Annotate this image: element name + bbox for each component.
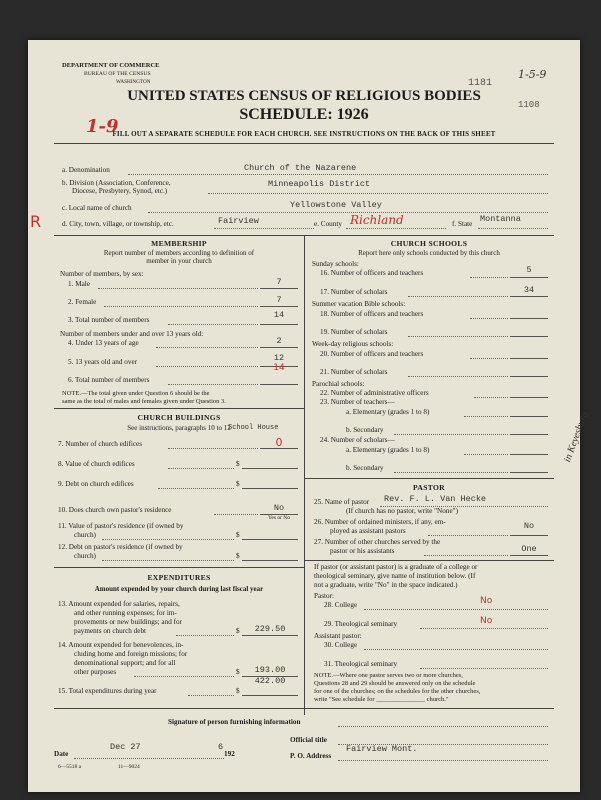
department-label: DEPARTMENT OF COMMERCE — [62, 62, 160, 69]
q19-line — [510, 336, 548, 337]
q27-value: One — [521, 544, 537, 554]
q27-dots — [424, 555, 508, 556]
denomination-value: Church of the Nazarene — [244, 163, 357, 173]
q19-dots — [408, 336, 508, 337]
q13-line — [242, 635, 298, 636]
q26-value: No — [523, 521, 535, 531]
county-line — [346, 228, 446, 229]
q13-label-4: payments on church debt — [74, 627, 147, 635]
q8-label: 8. Value of church edifices — [58, 460, 135, 468]
q19-label: 19. Number of scholars — [320, 328, 388, 336]
state-line — [478, 228, 548, 229]
schools-subtitle: Report here only schools conducted by this church — [358, 249, 500, 257]
q10-dots — [214, 514, 258, 515]
table-bottom-border — [54, 708, 554, 709]
q13-dots — [176, 635, 234, 636]
instruction-line: FILL OUT A SEPARATE SCHEDULE FOR EACH CHURCH. SEE INSTRUCTIONS ON THE BACK OF THIS SHEET — [112, 130, 496, 138]
q17-value: 34 — [523, 285, 535, 295]
q6-label: 6. Total number of members — [68, 376, 150, 384]
q20-line — [510, 358, 548, 359]
county-label: e. County — [314, 220, 342, 228]
q14-label-1: 14. Amount expended for benevolences, in- — [58, 641, 184, 649]
q21-label: 21. Number of scholars — [320, 368, 388, 376]
division-label-1: b. Division (Association, Conference, — [62, 179, 171, 187]
q26-label-2: ployed as assistant pastors — [330, 527, 406, 535]
q3-line — [260, 324, 298, 325]
membership-subtitle-2: member in your church — [146, 257, 212, 265]
q12-dollar: $ — [236, 552, 240, 560]
column-divider — [304, 235, 305, 715]
header-divider — [54, 143, 554, 144]
q3-value: 14 — [273, 310, 285, 320]
expenditures-title: EXPENDITURES — [147, 573, 211, 582]
signature-label: Signature of person furnishing information — [168, 718, 301, 726]
q25-value: Rev. F. L. Van Hecke — [384, 494, 487, 504]
q4-value: 2 — [276, 336, 282, 346]
q9-dots — [158, 488, 234, 489]
pastor-note-1: NOTE.—Where one pastor serves two or more churches, — [314, 672, 463, 679]
handwritten-top-note: 1-5-9 — [518, 68, 547, 81]
q17-dots — [408, 296, 508, 297]
city-label: d. City, town, village, or township, etc. — [62, 220, 174, 228]
membership-title: MEMBERSHIP — [151, 239, 207, 248]
q13-value: 229.50 — [254, 624, 286, 634]
q12-label-2: church) — [74, 552, 96, 560]
division-label-2: Diocese, Presbytery, Synod, etc.) — [72, 187, 168, 195]
q13-label-3: provements or new buildings; and for — [74, 618, 182, 626]
q5-label: 5. 13 years old and over — [68, 358, 138, 366]
q10-yes-no: Yes or No — [267, 515, 291, 521]
graduate-note-2: theological seminary, give name of institution below. (If — [314, 572, 476, 580]
q23a-dots — [464, 416, 508, 417]
q23a-label: a. Elementary (grades 1 to 8) — [346, 408, 430, 416]
q26-line — [510, 535, 548, 536]
buildings-divider — [54, 567, 304, 568]
q16-value: 5 — [526, 265, 532, 275]
q16-line — [510, 277, 548, 278]
schedule-title: SCHEDULE: 1926 — [239, 106, 369, 123]
q11-line — [242, 539, 298, 540]
q8-dollar: $ — [236, 460, 240, 468]
q6-line — [260, 384, 298, 385]
q28-line — [364, 609, 548, 610]
q7-label: 7. Number of church edifices — [58, 440, 143, 448]
stamp-number-2: 1108 — [518, 100, 540, 110]
city-line — [214, 228, 314, 229]
membership-subtitle-1: Report number of members according to definition of — [103, 249, 255, 257]
q4-dots — [156, 347, 258, 348]
form-title: UNITED STATES CENSUS OF RELIGIOUS BODIES — [127, 88, 481, 104]
q2-value: 7 — [276, 295, 282, 305]
po-address-value: Fairview Mont. — [346, 744, 418, 754]
q2-dots — [104, 306, 258, 307]
q3-dots — [168, 324, 258, 325]
q30-line — [364, 649, 548, 650]
q23a-line — [510, 416, 548, 417]
q15-dots — [188, 695, 234, 696]
membership-divider — [54, 408, 304, 409]
q10-value: No — [273, 503, 285, 513]
q1-line — [260, 288, 298, 289]
q8-dots — [168, 468, 234, 469]
q14-label-2: cluding home and foreign missions; for — [74, 650, 188, 658]
by-sex-label: Number of members, by sex: — [60, 270, 144, 278]
expenditures-subtitle: Amount expended by your church during last fiscal year — [94, 585, 264, 593]
q11-label-1: 11. Value of pastor's residence (if owned by — [58, 522, 184, 530]
q12-line — [242, 560, 298, 561]
q22-dots — [474, 397, 508, 398]
q25-label: 25. Name of pastor — [314, 498, 370, 506]
schools-divider — [304, 478, 554, 479]
buildings-handwritten: School House — [228, 424, 279, 432]
q26-label-1: 26. Number of ordained ministers, if any, em- — [314, 518, 446, 526]
q4-label: 4. Under 13 years of age — [68, 339, 139, 347]
q22-line — [510, 397, 548, 398]
summer-label: Summer vacation Bible schools: — [312, 300, 406, 308]
division-line — [208, 193, 548, 194]
q15-label: 15. Total expenditures during year — [58, 687, 157, 695]
q13-dollar: $ — [236, 627, 240, 635]
q16-dots — [470, 277, 508, 278]
po-address-label: P. O. Address — [290, 752, 332, 760]
local-name-value: Yellowstone Valley — [290, 200, 382, 210]
q8-line — [242, 468, 298, 469]
q14-label-3: denominational support; and for all — [74, 659, 176, 667]
q18-label: 18. Number of officers and teachers — [320, 310, 424, 318]
q23b-label: b. Secondary — [346, 426, 384, 434]
q4-line — [260, 347, 298, 348]
age-header: Number of members under and over 13 years old: — [60, 330, 204, 338]
official-title-label: Official title — [290, 736, 327, 744]
q29-label: 29. Theological seminary — [324, 620, 398, 628]
q11-dollar: $ — [236, 531, 240, 539]
graduate-note-3: not a graduate, write "No" in the space indicated.) — [314, 581, 458, 589]
q5-value: 12 — [273, 353, 285, 363]
q23b-line — [510, 434, 548, 435]
q5-dots — [156, 366, 258, 367]
q24b-dots — [394, 472, 508, 473]
q15-value: 422.00 — [254, 676, 286, 686]
q23b-dots — [394, 434, 508, 435]
q1-label: 1. Male — [68, 280, 90, 288]
q1-value: 7 — [276, 277, 282, 287]
q21-dots — [408, 376, 508, 377]
form-number-1: 6—5518 a — [58, 764, 82, 770]
pastor-note-2: Questions 28 and 29 should be answered only on the schedule — [314, 680, 476, 687]
q31-label: 31. Theological seminary — [324, 660, 398, 668]
q10-label: 10. Does church own pastor's residence — [58, 506, 172, 514]
q24b-line — [510, 472, 548, 473]
q6-dots — [168, 384, 258, 385]
pastor-divider — [304, 560, 554, 561]
pastor-note-3: for one of the churches; on the schedules for the other churches, — [314, 688, 481, 695]
q12-dots — [102, 560, 234, 561]
year-prefix: 192 — [224, 750, 235, 758]
handwritten-left-note: 1-9 — [86, 116, 119, 137]
assistant-sub-label: Assistant pastor: — [314, 632, 362, 640]
q14-dots — [134, 676, 234, 677]
q13-label-2: and other running expenses; for im- — [74, 609, 177, 617]
q17-line — [510, 296, 548, 297]
date-label: Date — [54, 750, 69, 758]
q15-dollar: $ — [236, 687, 240, 695]
county-value: Richland — [350, 213, 404, 227]
q7-value: 0 — [275, 436, 283, 449]
pastor-note-4: write "See schedule for _______________ church." — [314, 696, 449, 703]
q2-line — [260, 306, 298, 307]
date-value: Dec 27 — [110, 742, 141, 752]
q18-line — [510, 318, 548, 319]
state-value: Montanna — [480, 214, 521, 224]
sunday-label: Sunday schools: — [312, 260, 359, 268]
q9-line — [242, 488, 298, 489]
q24-label: 24. Number of scholars— — [320, 436, 395, 444]
city-value: Fairview — [218, 216, 259, 226]
q28-label: 28. College — [324, 601, 358, 609]
q24a-line — [510, 454, 548, 455]
census-form-sheet — [28, 40, 591, 792]
membership-note-2: same as the total of males and females given under Question 3. — [62, 398, 226, 405]
margin-handwriting: in Keyesburg — [562, 410, 591, 464]
division-value: Minneapolis District — [268, 179, 371, 189]
q30-label: 30. College — [324, 641, 358, 649]
signature-line — [338, 726, 548, 727]
q20-dots — [470, 358, 508, 359]
q27-label-1: 27. Number of other churches served by the — [314, 538, 441, 546]
q27-line — [510, 555, 548, 556]
form-number-2: 11—9024 — [118, 764, 140, 770]
q14-label-4: other purposes — [74, 668, 117, 676]
q9-label: 9. Debt on church edifices — [58, 480, 134, 488]
local-name-line — [148, 212, 548, 213]
denomination-line — [128, 174, 548, 175]
q24a-dots — [464, 454, 508, 455]
q24a-label: a. Elementary (grades 1 to 8) — [346, 446, 430, 454]
parochial-label: Parochial schools: — [312, 380, 365, 388]
q1-dots — [98, 288, 258, 289]
q20-label: 20. Number of officers and teachers — [320, 350, 424, 358]
q7-dots — [168, 448, 258, 449]
po-address-line — [338, 760, 548, 761]
stamp-number: 1181 — [468, 78, 493, 89]
q24b-label: b. Secondary — [346, 464, 384, 472]
q21-line — [510, 376, 548, 377]
margin-mark: R — [30, 212, 42, 231]
graduate-note-1: If pastor (or assistant pastor) is a graduate of a college or — [314, 563, 478, 571]
q29-value: No — [480, 616, 493, 626]
local-name-label: c. Local name of church — [62, 204, 132, 212]
membership-note-1: NOTE.—The total given under Question 6 should be the — [62, 390, 210, 397]
city-label: WASHINGTON — [116, 79, 151, 85]
q12-label-1: 12. Debt on pastor's residence (if owned by — [58, 543, 183, 551]
q28-value: No — [480, 596, 493, 606]
pastor-sub-label: Pastor: — [314, 592, 334, 600]
q16-label: 16. Number of officers and teachers — [320, 269, 424, 277]
q3-label: 3. Total number of members — [68, 316, 150, 324]
year-value: 6 — [218, 742, 224, 752]
q2-label: 2. Female — [68, 298, 97, 306]
q14-value: 193.00 — [254, 665, 286, 675]
q18-dots — [470, 318, 508, 319]
q31-line — [420, 668, 548, 669]
q27-label-2: pastor or his assistants — [330, 547, 395, 555]
q22-label: 22. Number of administrative officers — [320, 389, 429, 397]
bureau-label: BUREAU OF THE CENSUS — [84, 71, 151, 77]
q11-label-2: church) — [74, 531, 96, 539]
schools-title: CHURCH SCHOOLS — [390, 239, 468, 248]
q9-dollar: $ — [236, 480, 240, 488]
q15-line — [242, 695, 298, 696]
q5-correction: 14 — [273, 363, 285, 373]
date-line — [74, 758, 224, 759]
q25-note: (If church has no pastor, write "None") — [346, 507, 458, 515]
q14-dollar: $ — [236, 668, 240, 676]
pastor-title: PASTOR — [413, 483, 445, 492]
q17-label: 17. Number of scholars — [320, 288, 388, 296]
q29-line — [420, 628, 548, 629]
q11-dots — [102, 539, 234, 540]
q23-label: 23. Number of teachers— — [320, 398, 395, 406]
weekday-label: Week-day religious schools: — [312, 340, 394, 348]
buildings-title: CHURCH BUILDINGS — [137, 413, 221, 422]
state-label: f. State — [452, 220, 473, 228]
q26-dots — [428, 535, 508, 536]
q13-label-1: 13. Amount expended for salaries, repairs, — [58, 600, 180, 608]
denomination-label: a. Denomination — [62, 166, 110, 174]
buildings-subtitle: See instructions, paragraphs 10 to 12 — [127, 424, 231, 432]
